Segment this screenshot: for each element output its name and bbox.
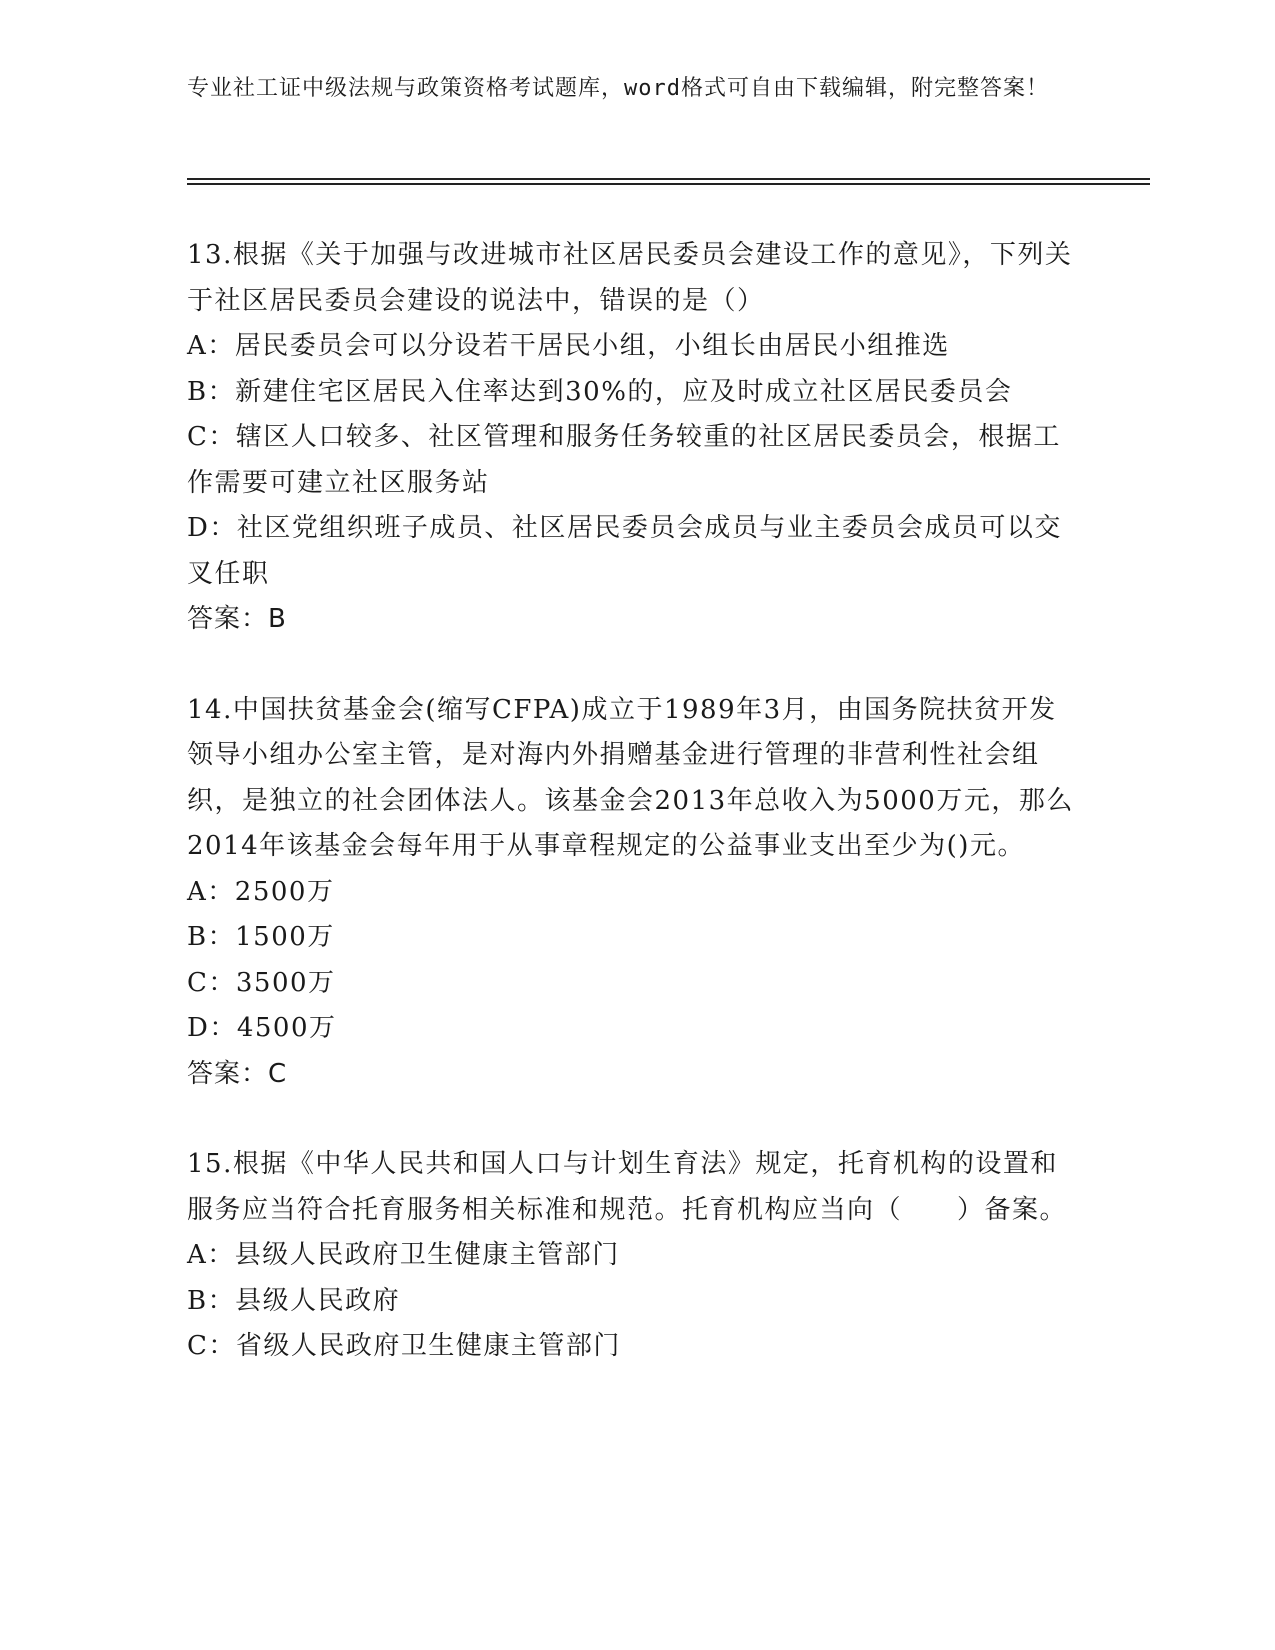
question-13	[187, 233, 1077, 643]
option-a: A：2500万	[187, 876, 335, 907]
option-b: B：1500万	[187, 922, 335, 952]
answer-line: 答案：C	[187, 1058, 288, 1089]
header-divider-top	[187, 178, 1150, 180]
option-d: D：4500万	[187, 1013, 337, 1043]
header-divider-bottom	[187, 183, 1150, 185]
document-header: 专业社工证中级法规与政策资格考试题库，word格式可自由下载编辑，附完整答案！	[187, 76, 1049, 101]
question-text: 13.根据《关于加强与改进城市社区居民委员会建设工作的意见》，下列关于社区居民委员会建设的说法中，错误的是（）	[187, 240, 1073, 316]
option-a: A：县级人民政府卫生健康主管部门	[187, 1240, 620, 1270]
option-d: D：社区党组织班子成员、社区居民委员会成员与业主委员会成员可以交叉任职	[187, 513, 1062, 589]
question-text: 15.根据《中华人民共和国人口与计划生育法》规定，托育机构的设置和服务应当符合托育服务相关标准和规范。托育机构应当向（ ）备案。	[187, 1149, 1068, 1225]
option-c: C：省级人民政府卫生健康主管部门	[187, 1331, 621, 1361]
answer-line: 答案：B	[187, 604, 287, 634]
option-b: B：县级人民政府	[187, 1285, 401, 1316]
option-a: A：居民委员会可以分设若干居民小组，小组长由居民小组推选	[187, 331, 950, 361]
question-15	[187, 1142, 1077, 1370]
question-text: 14.中国扶贫基金会(缩写CFPA)成立于1989年3月，由国务院扶贫开发领导小组办公室主管，是对海内外捐赠基金进行管理的非营利性社会组织，是独立的社会团体法人。该基金会2013年总收入为5000万元，那么2014年该基金会每年用于从事章程规定的公益事业支出至少为()元。	[187, 694, 1074, 861]
option-c: C：3500万	[187, 967, 336, 998]
option-c: C：辖区人口较多、社区管理和服务任务较重的社区居民委员会，根据工作需要可建立社区服务站	[187, 422, 1061, 498]
question-list	[187, 233, 1077, 1370]
option-b: B：新建住宅区居民入住率达到30%的，应及时成立社区居民委员会	[187, 376, 1013, 407]
question-14	[187, 688, 1077, 1098]
